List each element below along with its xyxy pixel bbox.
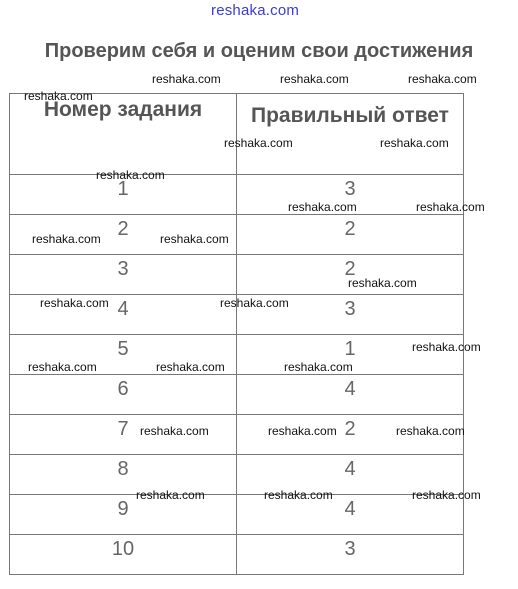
table-row [10, 175, 464, 215]
watermark-text: reshaka.com [32, 232, 101, 246]
page-heading: Проверим себя и оценим свои достижения [44, 40, 474, 62]
task-number: 7 [10, 415, 237, 455]
watermark-text: reshaka.com [412, 340, 481, 354]
watermark-text: reshaka.com [96, 168, 165, 182]
answer-value: 1 [237, 335, 464, 375]
watermark-text: reshaka.com [160, 232, 229, 246]
answer-value: 2 [237, 415, 464, 455]
task-number: 4 [10, 295, 237, 335]
answer-value: 4 [237, 375, 464, 415]
table-row [10, 495, 464, 535]
answers-table [9, 93, 464, 575]
watermark-text: reshaka.com [416, 200, 485, 214]
task-number: 9 [10, 495, 237, 535]
watermark-text: reshaka.com [224, 136, 293, 150]
table-row [10, 375, 464, 415]
task-number: 1 [10, 175, 237, 215]
task-number: 2 [10, 215, 237, 255]
answer-value: 3 [237, 535, 464, 575]
header-task-number: Номер задания [10, 94, 237, 175]
watermark-text: reshaka.com [156, 360, 225, 374]
watermark-text: reshaka.com [412, 488, 481, 502]
watermark-text: reshaka.com [28, 360, 97, 374]
answer-value: 3 [237, 175, 464, 215]
watermark-text: reshaka.com [152, 72, 221, 86]
watermark-text: reshaka.com [288, 200, 357, 214]
header-correct-answer: Правильный ответ [237, 94, 464, 175]
answer-value: 4 [237, 495, 464, 535]
watermark-text: reshaka.com [40, 296, 109, 310]
answer-value: 2 [237, 255, 464, 295]
watermark-text: reshaka.com [140, 424, 209, 438]
watermark-text: reshaka.com [24, 89, 93, 103]
watermark-text: reshaka.com [408, 72, 477, 86]
task-number: 10 [10, 535, 237, 575]
answer-value: 3 [237, 295, 464, 335]
answer-value: 2 [237, 215, 464, 255]
watermark-text: reshaka.com [396, 424, 465, 438]
table-row [10, 455, 464, 495]
watermark-text: reshaka.com [280, 72, 349, 86]
watermark-text: reshaka.com [348, 276, 417, 290]
table-row [10, 535, 464, 575]
watermark-text: reshaka.com [268, 424, 337, 438]
task-number: 3 [10, 255, 237, 295]
watermark-text: reshaka.com [380, 136, 449, 150]
watermark-text: reshaka.com [284, 360, 353, 374]
task-number: 5 [10, 335, 237, 375]
answer-value: 4 [237, 455, 464, 495]
watermark-text: reshaka.com [264, 488, 333, 502]
watermark-text: reshaka.com [136, 488, 205, 502]
watermark-text: reshaka.com [220, 296, 289, 310]
task-number: 6 [10, 375, 237, 415]
table-header-row [10, 94, 464, 175]
task-number: 8 [10, 455, 237, 495]
site-watermark-top: reshaka.com [211, 2, 300, 19]
